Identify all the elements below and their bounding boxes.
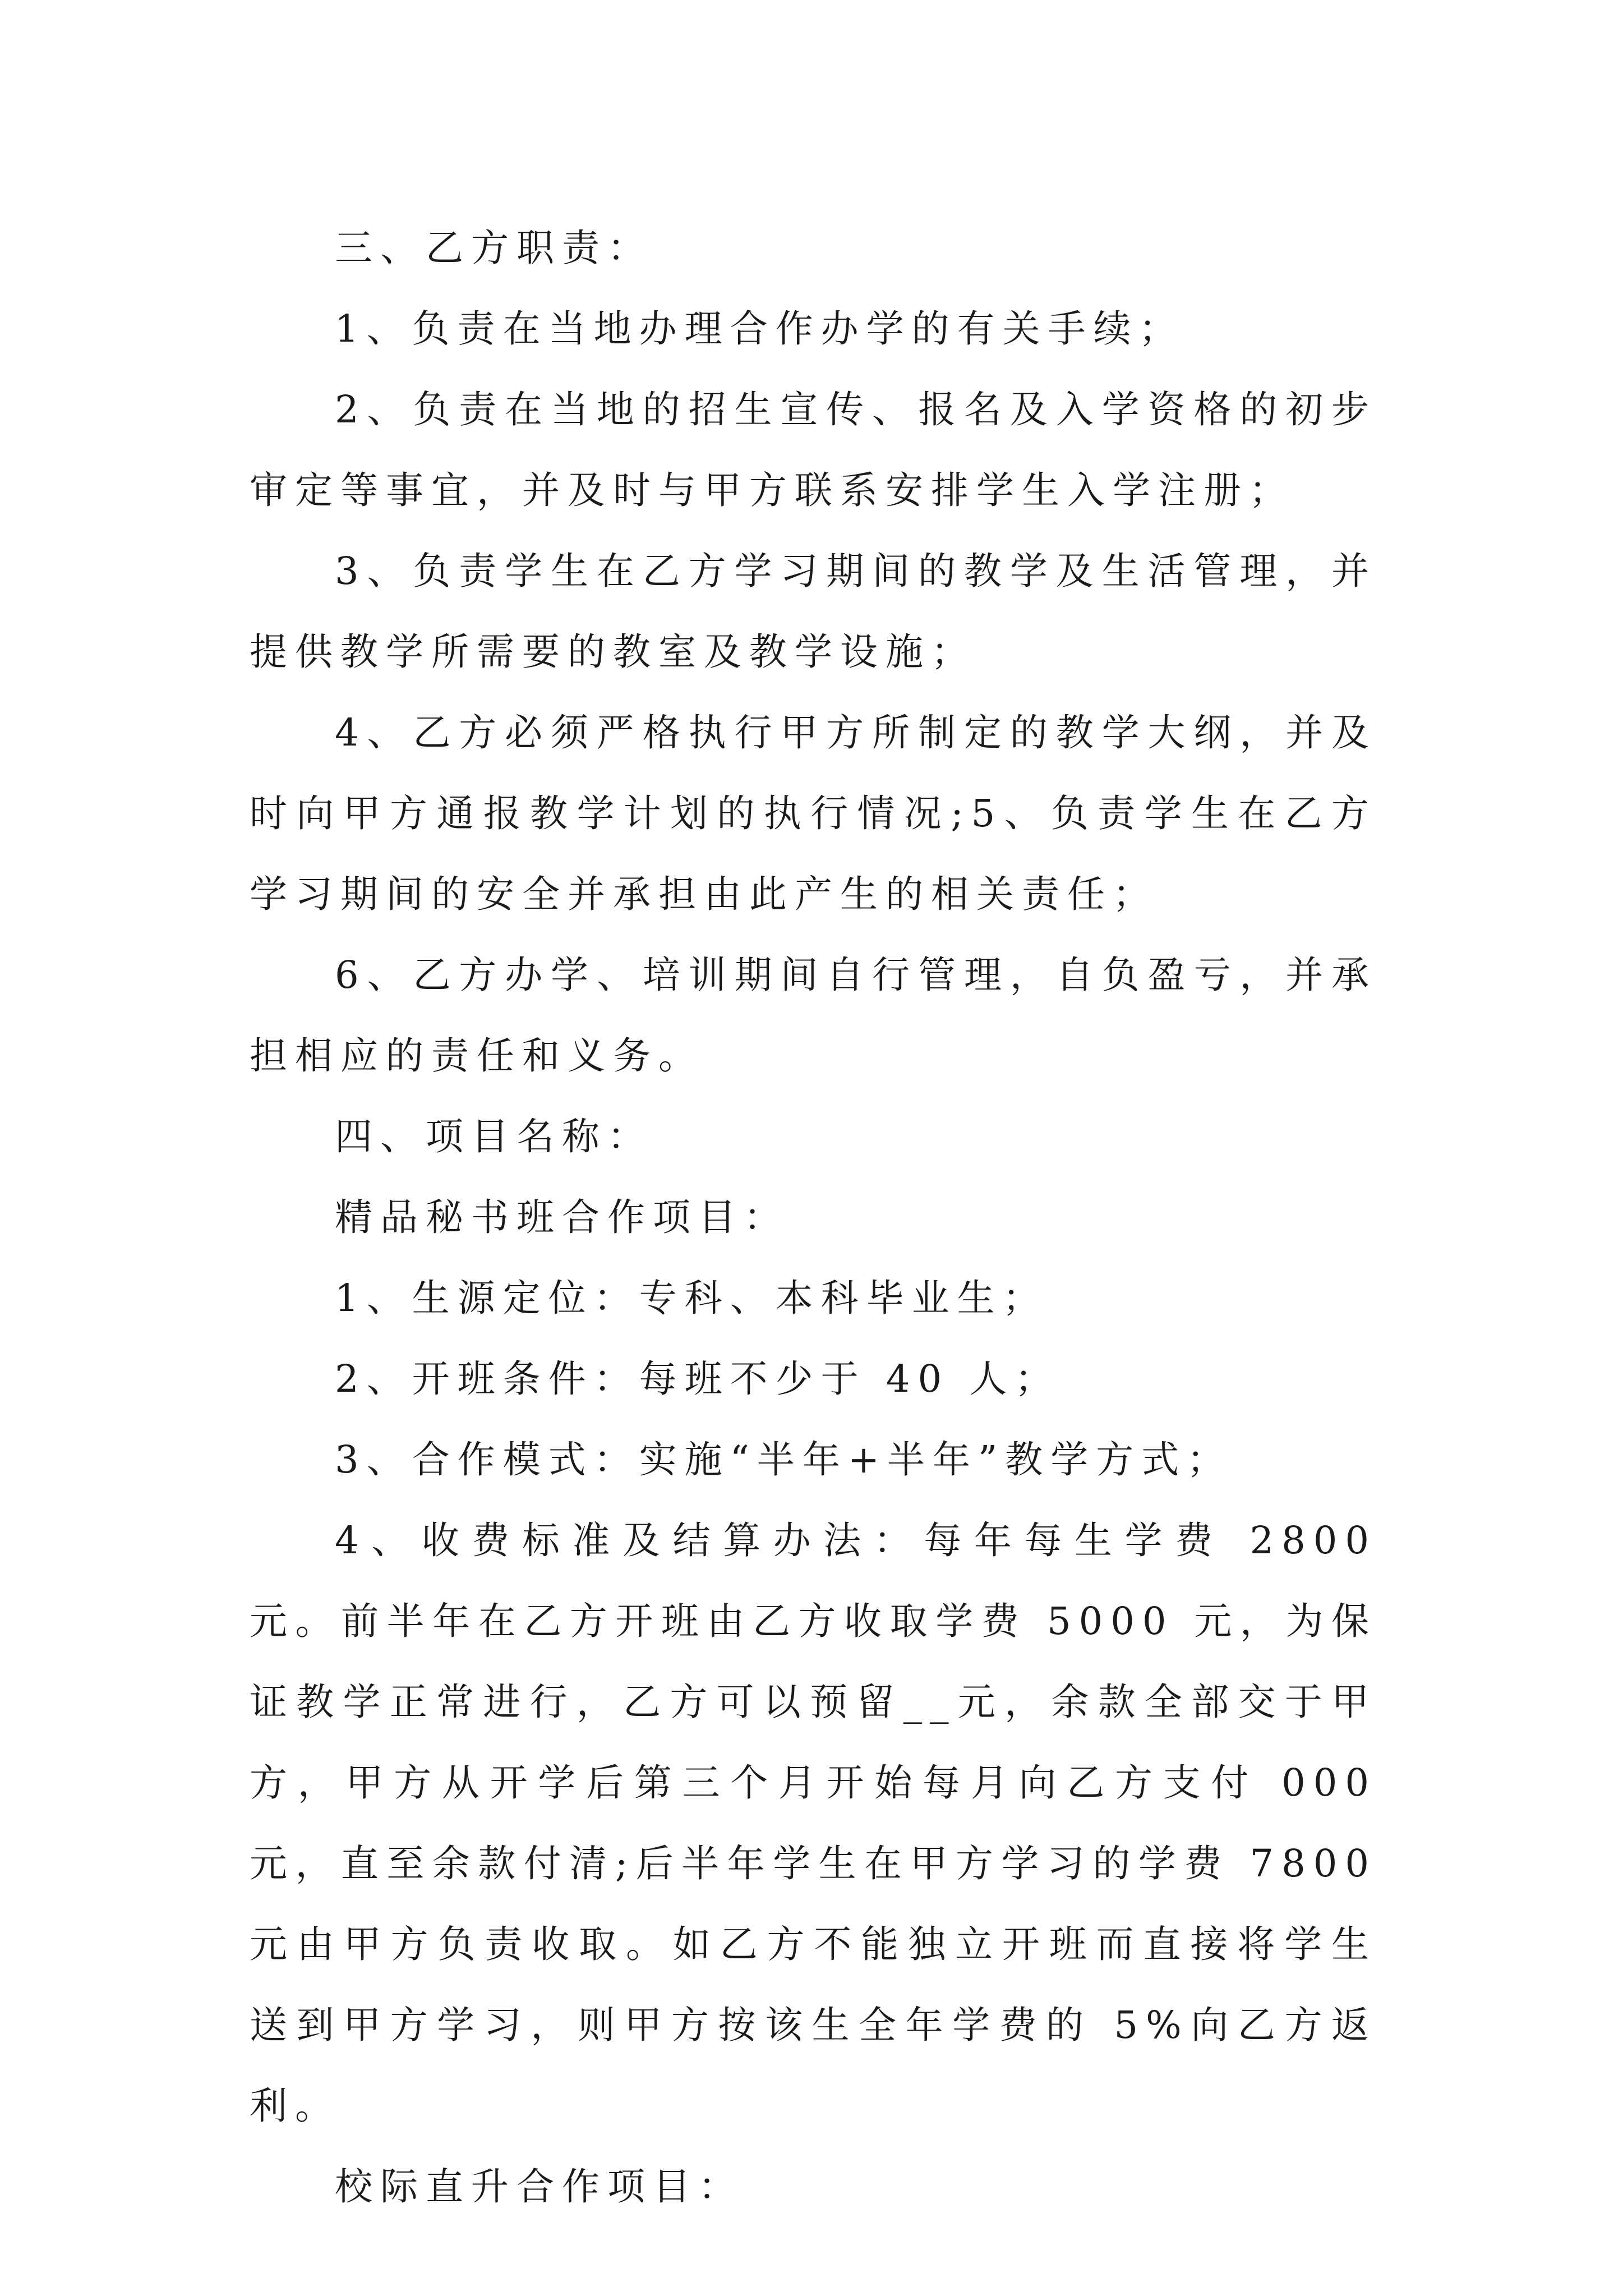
duty-item-6: 6、乙方办学、培训期间自行管理，自负盈亏，并承担相应的责任和义务。 — [250, 953, 1377, 1078]
section-heading-project-name: 四、项目名称： — [335, 1115, 653, 1158]
duty-item-3: 3、负责学生在乙方学习期间的教学及生活管理，并提供教学所需要的教室及教学设施； — [250, 549, 1377, 674]
project-item-4: 4、收费标准及结算办法：每年每生学费 2800 元。前半年在乙方开班由乙方收取学费 5000 元，为保证教学正常进行，乙方可以预留__元，余款全部交于甲方，甲方从开学后第三个月开始每月向乙方支付 000 元，直至余款付清;后半年学生在甲方学习的学费 7800 元由甲方负责收取。如乙方不能独立开班而直接将学生送到甲方学习，则甲方按该生全年学费的 5%向乙方返利。 — [250, 1519, 1377, 2128]
project-item-3: 3、合作模式：实施“半年+半年”教学方式； — [335, 1438, 1233, 1481]
document-body — [250, 208, 1377, 2227]
duty-item-1: 1、负责在当地办理合作办学的有关手续； — [335, 307, 1184, 351]
duty-item-2: 2、负责在当地的招生宣传、报名及入学资格的初步审定等事宜，并及时与甲方联系安排学生入学注册； — [250, 388, 1377, 512]
section-heading-party-b-duties: 三、乙方职责： — [335, 226, 653, 270]
project-item-2: 2、开班条件：每班不少于 40 人； — [335, 1357, 1061, 1401]
project-title-secretary-class: 精品秘书班合作项目： — [335, 1195, 789, 1239]
duty-item-4-5: 4、乙方必须严格执行甲方所制定的教学大纲，并及时向甲方通报教学计划的执行情况;5、负责学生在乙方学习期间的安全并承担由此产生的相关责任； — [250, 711, 1377, 916]
project-title-direct-promotion: 校际直升合作项目： — [335, 2165, 744, 2208]
project-item-1: 1、生源定位：专科、本科毕业生； — [335, 1276, 1048, 1320]
